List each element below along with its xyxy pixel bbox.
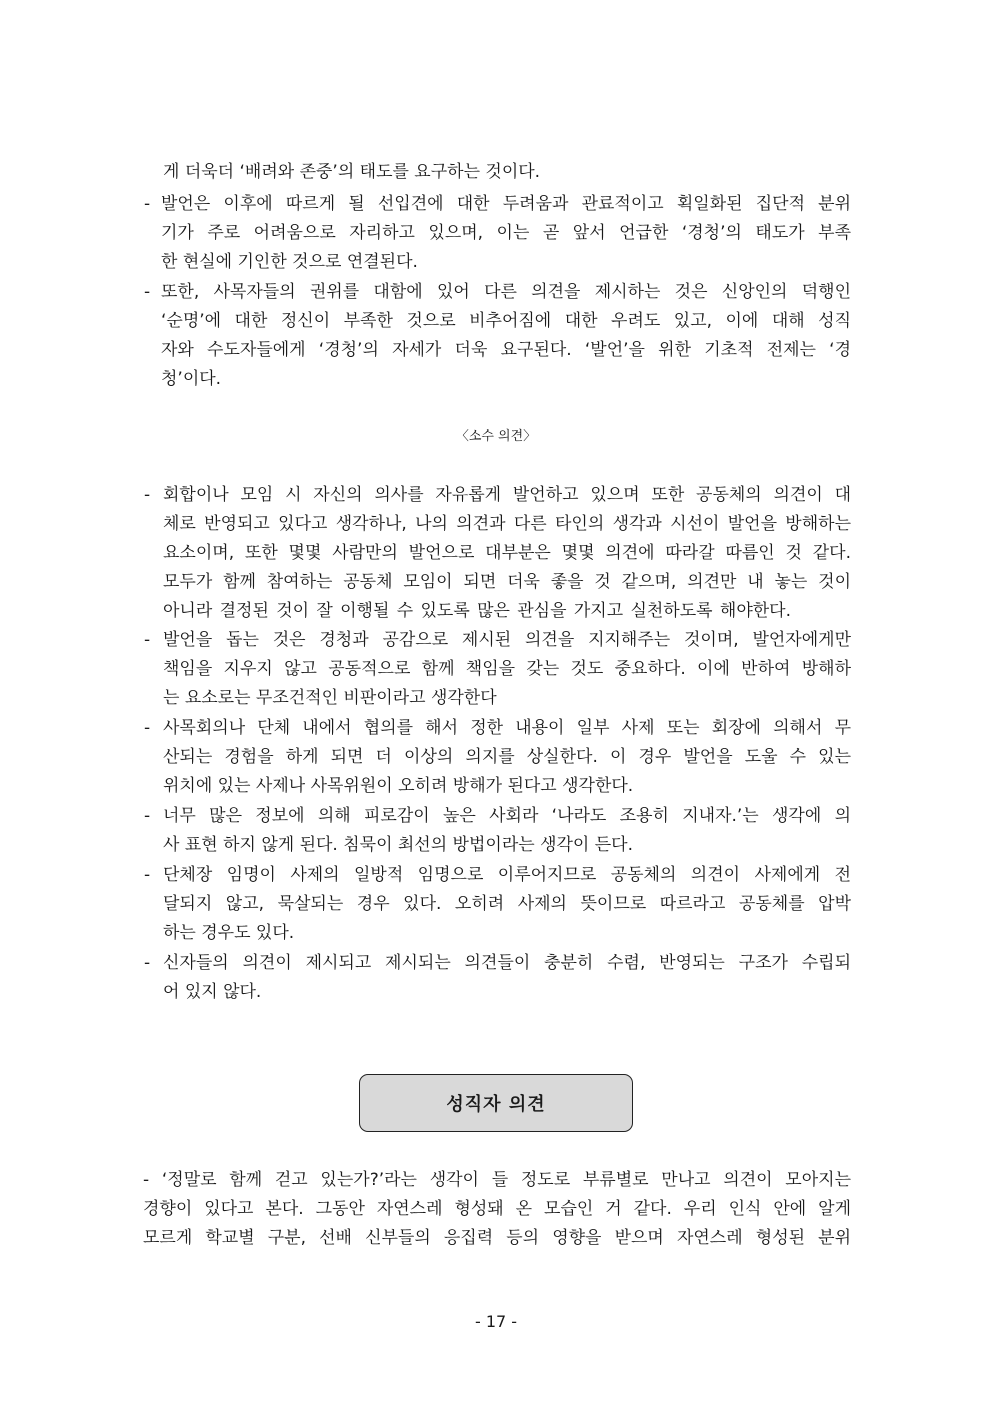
list-item-line: 모두가 함께 참여하는 공동체 모임이 되면 더욱 좋을 것 같으며, 의견만 내 놓는 것이 [163, 572, 851, 592]
paragraph-line: - ‘정말로 함께 걷고 있는가?’라는 생각이 들 정도로 부류별로 만나고 의견이 모아지는 [143, 1170, 851, 1190]
list-dash: - [144, 718, 151, 738]
list-item-line: 어 있지 않다. [163, 982, 262, 1002]
list-item-line: 사 표현 하지 않게 된다. 침묵이 최선의 방법이라는 생각이 든다. [163, 835, 633, 855]
list-dash: - [144, 485, 151, 505]
list-item-line: 책임을 지우지 않고 공동적으로 함께 책임을 갖는 것도 중요하다. 이에 반하여 방해하 [163, 659, 851, 679]
list-item-line: 회합이나 모임 시 자신의 의사를 자유롭게 발언하고 있으며 또한 공동체의 의견이 대 [163, 485, 851, 505]
page-number: - 17 - [474, 1312, 518, 1331]
list-dash: - [144, 194, 151, 214]
list-item-line: 기가 주로 어려움으로 자리하고 있으며, 이는 곧 앞서 언급한 ‘경청’의 태도가 부족 [161, 223, 851, 243]
section-title-box [359, 1074, 633, 1132]
list-item-line: 신자들의 의견이 제시되고 제시되는 의견들이 충분히 수렴, 반영되는 구조가 수립되 [163, 953, 851, 973]
list-item-line: 달되지 않고, 묵살되는 경우 있다. 오히려 사제의 뜻이므로 따르라고 공동체를 압박 [163, 894, 851, 914]
list-item-line: 발언을 돕는 것은 경청과 공감으로 제시된 의견을 지지해주는 것이며, 발언자에게만 [163, 630, 851, 650]
section-title: 성직자 의견 [446, 1094, 546, 1115]
list-dash: - [144, 282, 151, 302]
section-subheading: 〈소수 의견〉 [455, 429, 537, 444]
list-item-line: 청’이다. [161, 369, 222, 389]
list-dash: - [144, 630, 151, 650]
list-item-line: 위치에 있는 사제나 사목위원이 오히려 방해가 된다고 생각한다. [163, 776, 634, 796]
list-item-line: 산되는 경험을 하게 되면 더 이상의 의지를 상실한다. 이 경우 발언을 도울 수 있는 [163, 747, 851, 767]
list-item-line: 자와 수도자들에게 ‘경청’의 자세가 더욱 요구된다. ‘발언’을 위한 기초적 전제는 ‘경 [161, 340, 851, 360]
list-item-line: 아니라 결정된 것이 잘 이행될 수 있도록 많은 관심을 가지고 실천하도록 해야한다. [163, 601, 791, 621]
list-item-line: 체로 반영되고 있다고 생각하나, 나의 의견과 다른 타인의 생각과 시선이 발언을 방해하는 [163, 514, 851, 534]
list-dash: - [144, 865, 151, 885]
list-dash: - [144, 953, 151, 973]
paragraph-line: 게 더욱더 ‘배려와 존중’의 태도를 요구하는 것이다. [163, 162, 541, 182]
list-item-line: 사목회의나 단체 내에서 협의를 해서 정한 내용이 일부 사제 또는 회장에 의해서 무 [163, 718, 851, 738]
list-item-line: ‘순명’에 대한 정신이 부족한 것으로 비추어짐에 대한 우려도 있고, 이에 대해 성직 [161, 311, 852, 331]
list-item-line: 하는 경우도 있다. [163, 923, 295, 943]
list-item-line: 한 현실에 기인한 것으로 연결된다. [161, 252, 418, 272]
paragraph-line: 경향이 있다고 본다. 그동안 자연스레 형성돼 온 모습인 거 같다. 우리 인식 안에 알게 [143, 1199, 851, 1219]
list-item-line: 또한, 사목자들의 권위를 대함에 있어 다른 의견을 제시하는 것은 신앙인의 덕행인 [161, 282, 851, 302]
list-item-line: 발언은 이후에 따르게 될 선입견에 대한 두려움과 관료적이고 획일화된 집단적 분위 [161, 194, 851, 214]
list-item-line: 요소이며, 또한 몇몇 사람만의 발언으로 대부분은 몇몇 의견에 따라갈 따름인 것 같다. [163, 543, 851, 563]
list-item-line: 단체장 임명이 사제의 일방적 임명으로 이루어지므로 공동체의 의견이 사제에게 전 [163, 865, 851, 885]
list-dash: - [144, 806, 151, 826]
paragraph-line: 모르게 학교별 구분, 선배 신부들의 응집력 등의 영향을 받으며 자연스레 형성된 분위 [143, 1228, 851, 1248]
list-item-line: 는 요소로는 무조건적인 비판이라고 생각한다 [163, 688, 497, 708]
list-item-line: 너무 많은 정보에 의해 피로감이 높은 사회라 ‘나라도 조용히 지내자.’는 생각에 의 [163, 806, 851, 826]
